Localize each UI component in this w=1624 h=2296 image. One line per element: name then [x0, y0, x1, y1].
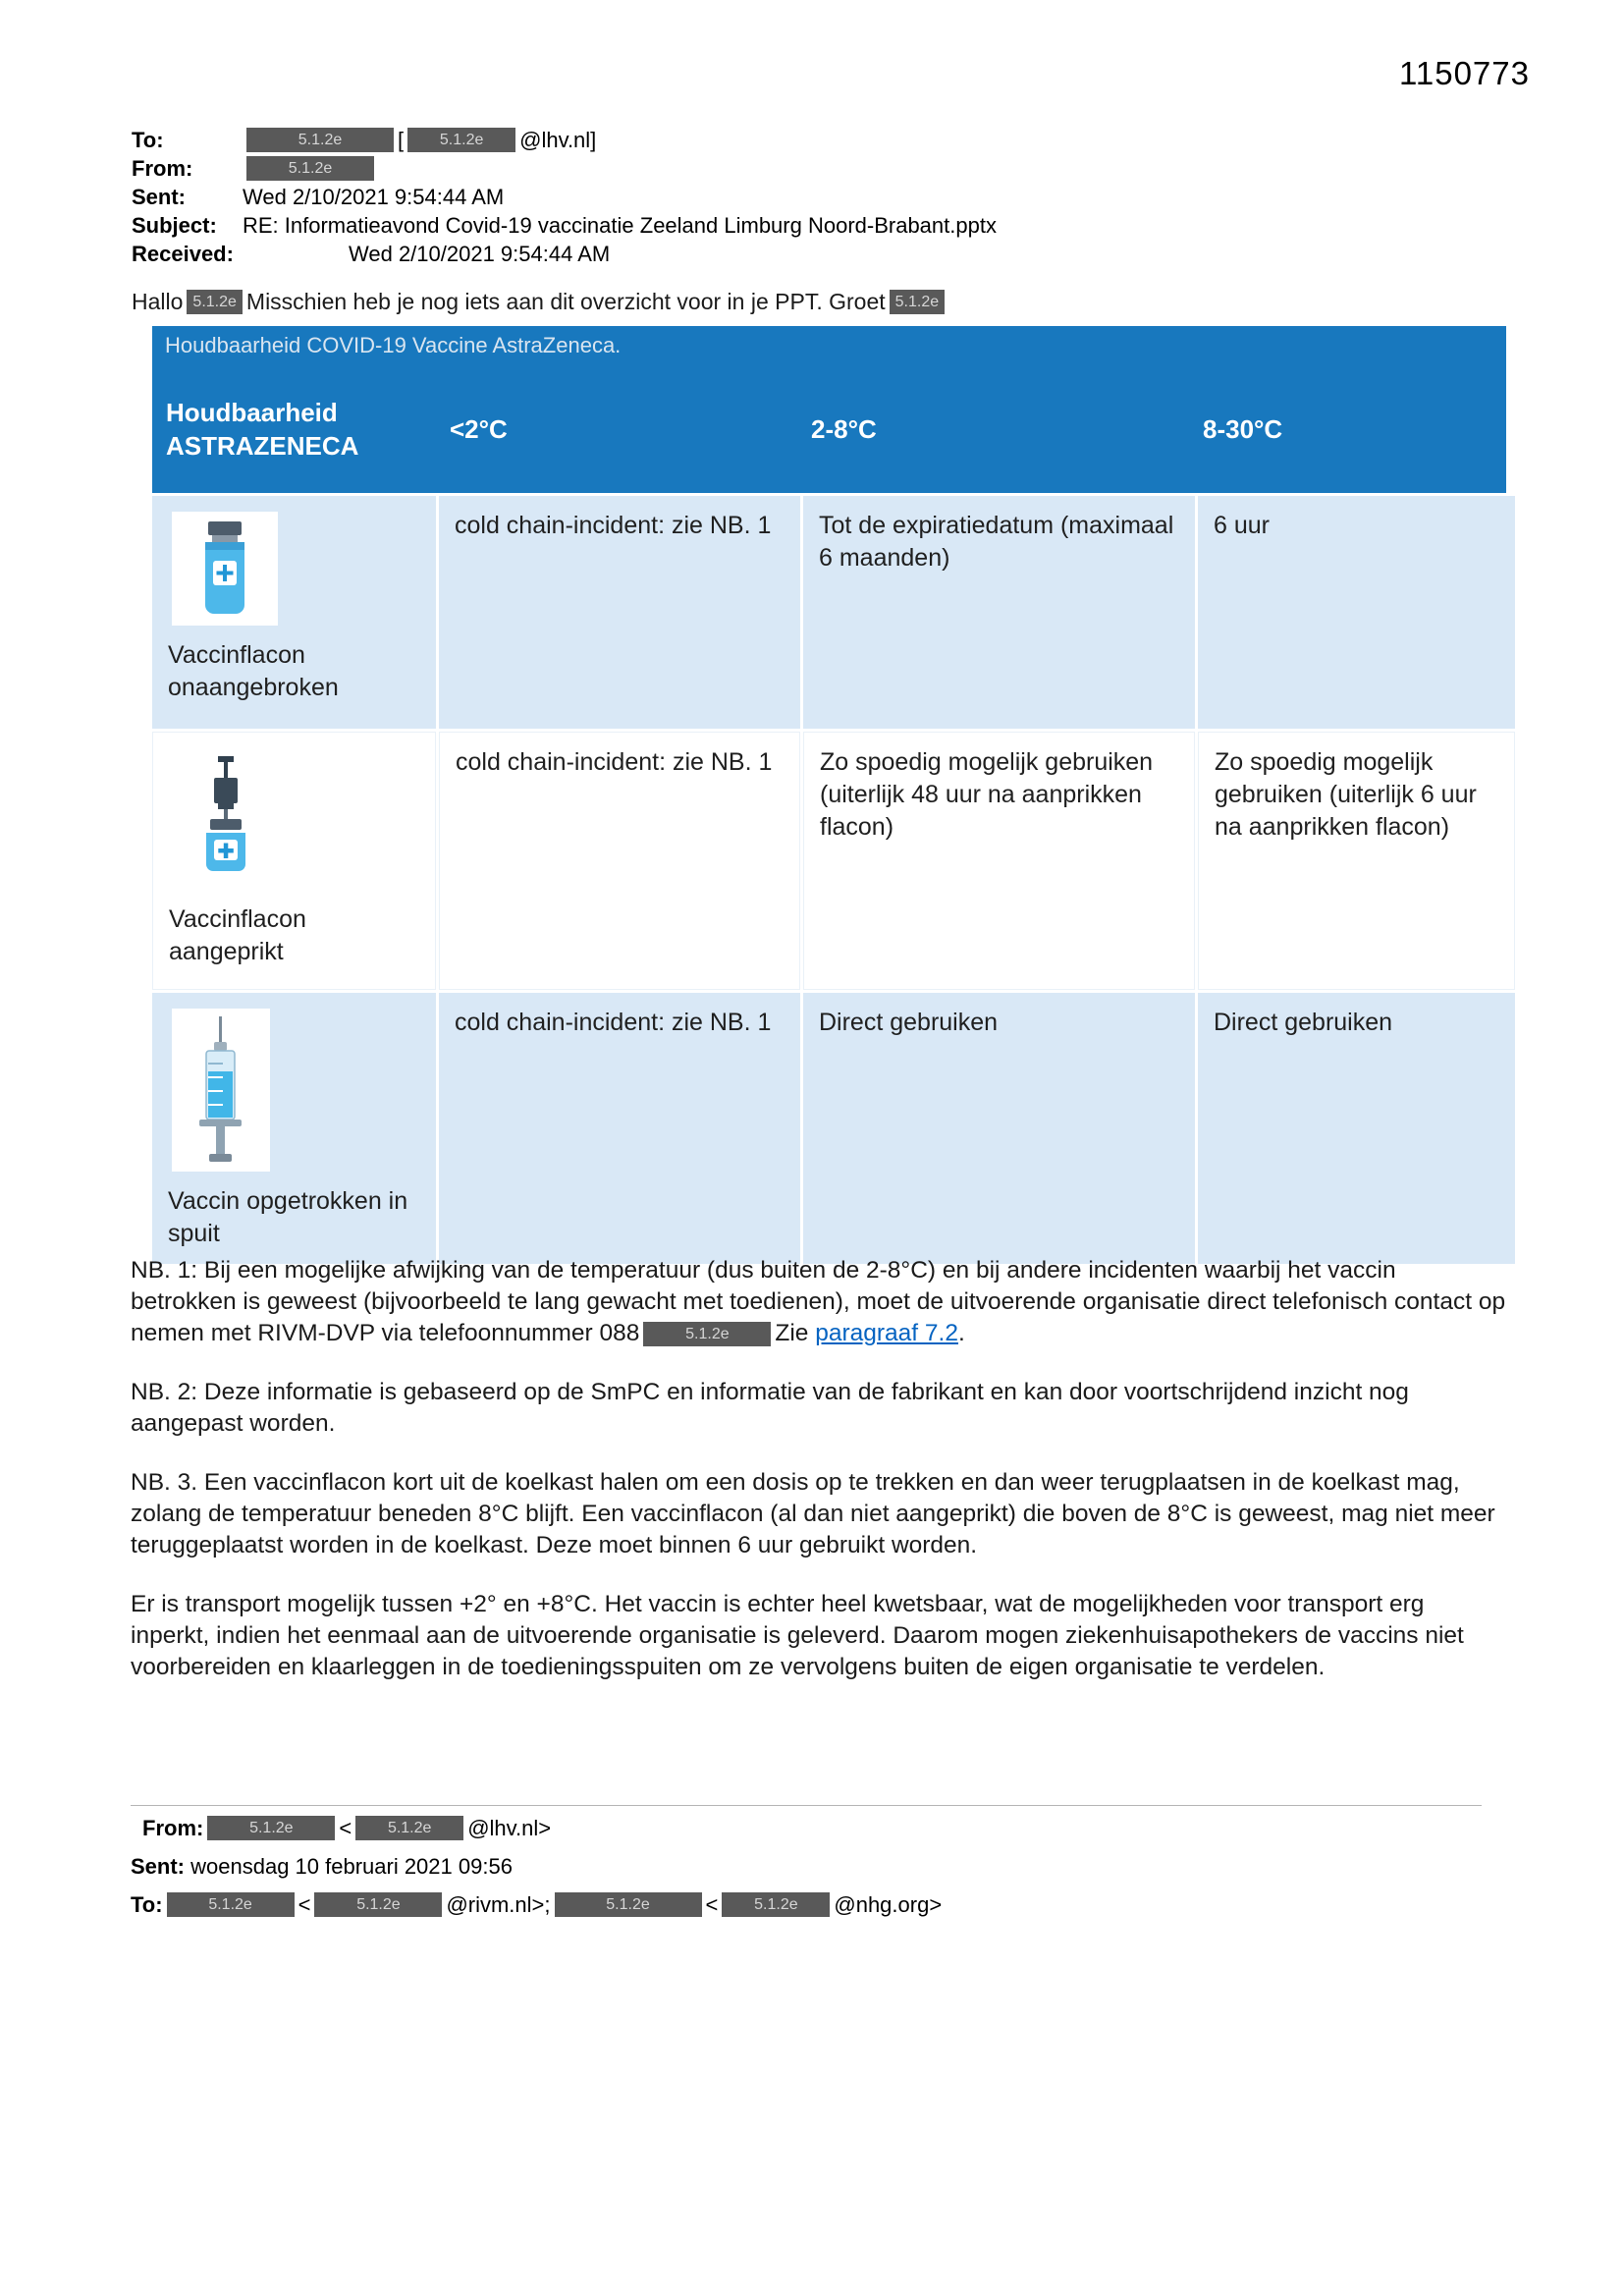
vial-icon	[193, 519, 256, 618]
row-label: Vaccinflacon aangeprikt	[169, 905, 306, 965]
syringe-icon	[193, 1016, 248, 1164]
cell-below-2c: cold chain-incident: zie NB. 1	[439, 496, 800, 729]
row-product-cell	[152, 993, 436, 1264]
angle-bracket: <	[339, 1816, 352, 1840]
redaction-block: 5.1.2e	[555, 1892, 702, 1917]
row-label: Vaccin opgetrokken in spuit	[168, 1187, 408, 1247]
row-product-cell	[152, 496, 436, 729]
greeting-middle: Misschien heb je nog iets aan dit overzicht voor in je PPT. Groet	[245, 289, 886, 314]
icon-box	[172, 1009, 270, 1172]
cell-8-30c: Direct gebruiken	[1198, 993, 1515, 1264]
angle-bracket: <	[298, 1892, 311, 1917]
redaction-block: 5.1.2e	[246, 156, 374, 181]
quoted-email-header	[131, 1805, 1497, 1929]
from-label: From:	[132, 156, 193, 181]
cell-8-30c: 6 uur	[1198, 496, 1515, 729]
paragraaf-7-2-link[interactable]: paragraaf 7.2	[815, 1320, 958, 1346]
quote-to-domain-1: @rivm.nl>;	[446, 1892, 551, 1917]
redaction-block: 5.1.2e	[643, 1322, 771, 1346]
row-product-cell	[152, 732, 436, 990]
table-row-syringe-drawn	[152, 993, 1506, 1264]
icon-box	[173, 748, 279, 890]
quote-from-domain: @lhv.nl>	[467, 1816, 552, 1840]
redaction-block: 5.1.2e	[314, 1892, 442, 1917]
cell-8-30c: Zo spoedig mogelijk gebruiken (uiterlijk 6 uur na aanprikken flacon)	[1198, 732, 1515, 990]
subject-value: RE: Informatieavond Covid-19 vaccinatie Zeeland Limburg Noord-Brabant.pptx	[243, 213, 997, 238]
quote-from-label: From:	[142, 1816, 204, 1840]
angle-bracket: <	[705, 1892, 719, 1917]
note-transport: Er is transport mogelijk tussen +2° en +8°C. Het vaccin is echter heel kwetsbaar, wat de mogelijkheden voor transport erg inperkt, indien het eenmaal aan de uitvoerende organisatie is geleverd. Daarom mogen ziekenhuisapothekers de vaccins niet voorbereiden en klaarleggen in de toedieningsspuiten om ze vervolgens buiten de eigen organisatie te verdelen.	[131, 1591, 1464, 1680]
cell-2-8c: Zo spoedig mogelijk gebruiken (uiterlijk 48 uur na aanprikken flacon)	[803, 732, 1195, 990]
column-header-product	[152, 396, 436, 463]
nb1-text2: Zie	[775, 1320, 816, 1346]
quote-row-sent	[131, 1852, 1497, 1882]
document-number: 1150773	[1398, 55, 1530, 91]
sent-value: Wed 2/10/2021 9:54:44 AM	[243, 185, 505, 209]
divider-line	[131, 1805, 1482, 1806]
column-header-2-8c: 2-8°C	[811, 414, 877, 444]
greeting-line	[132, 289, 948, 315]
table-row-vial-punctured	[152, 732, 1506, 990]
redaction-block: 5.1.2e	[246, 128, 394, 152]
received-value: Wed 2/10/2021 9:54:44 AM	[349, 242, 611, 266]
cell-2-8c: Direct gebruiken	[803, 993, 1195, 1264]
cell-below-2c: cold chain-incident: zie NB. 1	[439, 993, 800, 1264]
column-header-line2: ASTRAZENECA	[166, 431, 359, 461]
redaction-block: 5.1.2e	[207, 1816, 335, 1840]
redaction-block: 5.1.2e	[407, 128, 515, 152]
quote-sent-value: woensdag 10 februari 2021 09:56	[190, 1854, 513, 1879]
header-row-subject	[132, 211, 997, 240]
table-header-row	[152, 365, 1506, 493]
cell-2-8c: Tot de expiratiedatum (maximaal 6 maanden)	[803, 496, 1195, 729]
to-bracket: [	[398, 128, 405, 152]
note-nb3: NB. 3. Een vaccinflacon kort uit de koelkast halen om een dosis op te trekken en dan weer terugplaatsen in de koelkast mag, zolang de temperatuur beneden 8°C blijft. Een vaccinflacon (al dan niet aangeprikt) die boven de 8°C is geweest, mag niet meer teruggeplaatst worden in de koelkast. Deze moet binnen 6 uur gebruikt worden.	[131, 1469, 1495, 1558]
redaction-block: 5.1.2e	[722, 1892, 830, 1917]
greeting-before: Hallo	[132, 289, 184, 314]
to-domain: @lhv.nl]	[519, 128, 597, 152]
sent-label: Sent:	[132, 185, 186, 209]
table-row-vial-unopened	[152, 496, 1506, 729]
row-label: Vaccinflacon onaangebroken	[168, 641, 339, 701]
to-label: To:	[132, 128, 164, 152]
note-nb2: NB. 2: Deze informatie is gebaseerd op de SmPC en informatie van de fabrikant en kan door voortschrijdend inzicht nog aangepast worden.	[131, 1379, 1409, 1437]
quote-to-domain-2: @nhg.org>	[834, 1892, 943, 1917]
redaction-block: 5.1.2e	[167, 1892, 295, 1917]
received-label: Received:	[132, 242, 234, 266]
header-row-to	[132, 126, 997, 154]
redaction-block: 5.1.2e	[355, 1816, 463, 1840]
nb1-text: NB. 1: Bij een mogelijke afwijking van de temperatuur (dus buiten de 2-8°C) en bij andere incidenten waarbij het vaccin betrokken is geweest (bijvoorbeeld te lang gewacht met toedienen), moet de uitvoerende organisatie direct telefonisch contact op nemen met RIVM-DVP via telefoonnummer 088	[131, 1257, 1506, 1346]
quote-sent-label: Sent:	[131, 1854, 185, 1879]
column-header-line1: Houdbaarheid	[166, 398, 338, 427]
icon-box	[172, 512, 278, 626]
notes-section	[131, 1255, 1507, 1711]
header-row-received	[132, 240, 997, 268]
vial-syringe-icon	[194, 756, 257, 882]
redaction-block: 5.1.2e	[890, 290, 945, 314]
table-title: Houdbaarheid COVID-19 Vaccine AstraZeneca.	[152, 326, 1506, 365]
note-nb1	[131, 1255, 1507, 1349]
quote-to-label: To:	[131, 1892, 163, 1917]
column-header-below-2c: <2°C	[450, 414, 508, 444]
nb1-period: .	[957, 1320, 965, 1346]
header-row-sent	[132, 183, 997, 211]
column-header-8-30c: 8-30°C	[1203, 414, 1283, 444]
redaction-block: 5.1.2e	[187, 290, 242, 314]
subject-label: Subject:	[132, 213, 217, 238]
quote-row-from	[131, 1814, 1497, 1843]
cell-below-2c: cold chain-incident: zie NB. 1	[439, 732, 800, 990]
quote-row-to	[131, 1890, 1497, 1920]
header-row-from	[132, 154, 997, 183]
email-header	[132, 126, 997, 268]
vaccine-storage-table	[152, 326, 1506, 1267]
